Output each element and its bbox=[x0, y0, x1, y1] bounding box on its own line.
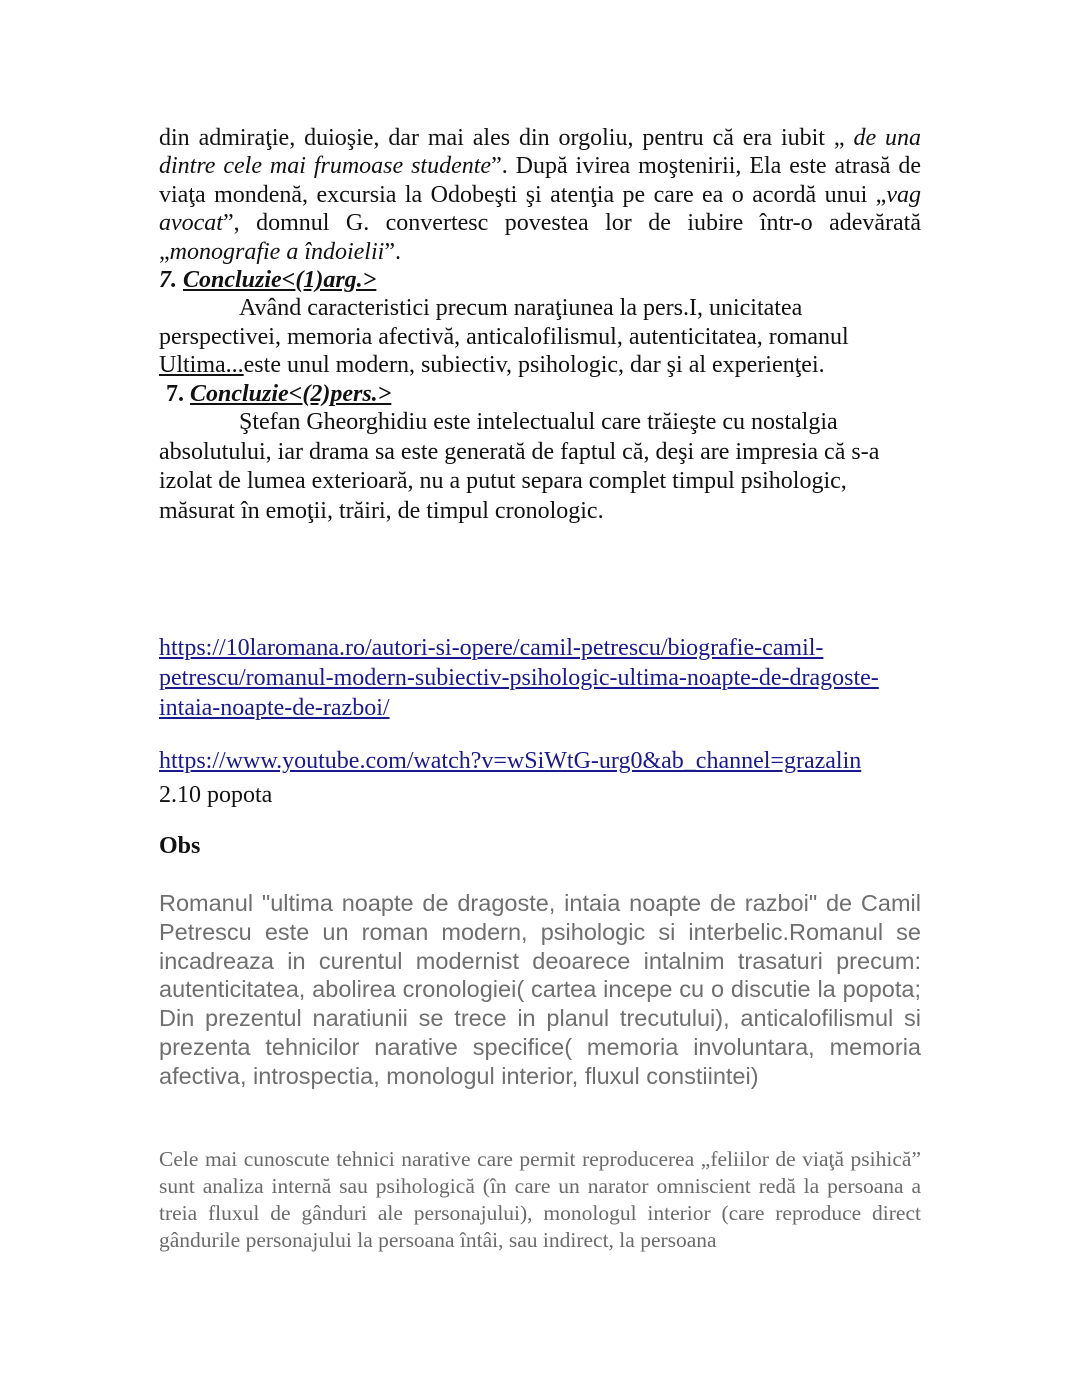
link-youtube[interactable]: https://www.youtube.com/watch?v=wSiWtG-urg0&ab_channel=grazalin bbox=[159, 748, 862, 774]
obs-paragraph: Romanul "ultima noapte de dragoste, intaia noapte de razboi" de Camil Petrescu este un roman modern, psihologic si interbelic.Romanul se incadreaza in curentul modernist deoarece intalnim trasaturi precum: autenticitatea, abolirea cronologiei( cartea incepe cu o discutie la popota; Din prezentul naratiunii se trece in planul trecutului), anticalofilismul si prezenta tehnicilor narative specifice( memoria involuntara, memoria afectiva, introspectia, monologul interior, fluxul constiintei) bbox=[159, 890, 921, 1089]
link-line[interactable]: intaia-noapte-de-razboi/ bbox=[159, 695, 390, 721]
text-run: ”. bbox=[384, 238, 401, 265]
heading-text: Concluzie<(1)arg.> bbox=[183, 267, 377, 294]
heading-text: Concluzie<(2)pers.> bbox=[190, 380, 392, 407]
paragraph-concluzie-pers bbox=[159, 408, 921, 526]
heading-concluzie-pers bbox=[159, 380, 921, 408]
heading-number: 7. bbox=[159, 267, 177, 294]
text-run: este unul modern, subiectiv, psihologic, dar şi al experienţei. bbox=[243, 352, 825, 379]
link-line[interactable]: petrescu/romanul-modern-subiectiv-psihologic-ultima-noapte-de-dragoste- bbox=[159, 665, 879, 691]
link-block-10laromana bbox=[159, 633, 921, 723]
text-run: Ştefan Gheorghidiu este intelectualul care trăieşte cu nostalgia absolutului, iar drama sa este generată de faptul că, deşi are impresia că s-a izolat de lumea exterioară, nu a putut separa complet timpul psihologic, măsurat în emoţii, trăiri, de timpul cronologic. bbox=[159, 409, 880, 524]
paragraph-concluzie-arg bbox=[159, 294, 921, 379]
link-line[interactable]: https://10laromana.ro/autori-si-opere/camil-petrescu/biografie-camil- bbox=[159, 635, 824, 661]
text-run: Având caracteristici precum naraţiunea la pers.I, unicitatea perspectivei, memoria afectivă, anticalofilismul, autenticitatea, romanul bbox=[159, 295, 849, 350]
quote-italic: de una dintre cele mai frumoase studente bbox=[159, 125, 921, 180]
link-10laromana[interactable] bbox=[159, 635, 879, 721]
quote-italic: monografie a îndoielii bbox=[169, 238, 385, 265]
heading-concluzie-arg bbox=[159, 266, 921, 294]
text-run: ”. După ivirea moştenirii, Ela este atrasă de viaţa mondenă, excursia la Odobeşti şi atenţia pe care ea o acordă unui „ bbox=[159, 153, 922, 208]
paragraph-iubire bbox=[159, 124, 921, 266]
heading-number: 7. bbox=[166, 380, 184, 407]
link-block-youtube bbox=[159, 746, 921, 776]
underlined-title: Ultima... bbox=[159, 352, 244, 379]
quote-italic: vag avocat bbox=[159, 181, 921, 237]
note-popota: 2.10 popota bbox=[159, 782, 273, 808]
text-run: ”, domnul G. convertesc povestea lor de iubire într-o adevărată „ bbox=[159, 210, 921, 265]
techniques-paragraph: Cele mai cunoscute tehnici narative care permit reproducerea „feliilor de viaţă psihică” sunt analiza internă sau psihologică (în care un narator omniscient redă la persoana a treia fluxul de gânduri ale personajului), monologul interior (care reproduce direct gândurile personajului la persoana întâi, sau indirect, la persoana bbox=[159, 1147, 921, 1252]
document-body bbox=[159, 124, 921, 526]
text-run: din admiraţie, duioşie, dar mai ales din orgoliu, pentru că era iubit „ bbox=[159, 125, 854, 151]
obs-label: Obs bbox=[159, 833, 201, 859]
